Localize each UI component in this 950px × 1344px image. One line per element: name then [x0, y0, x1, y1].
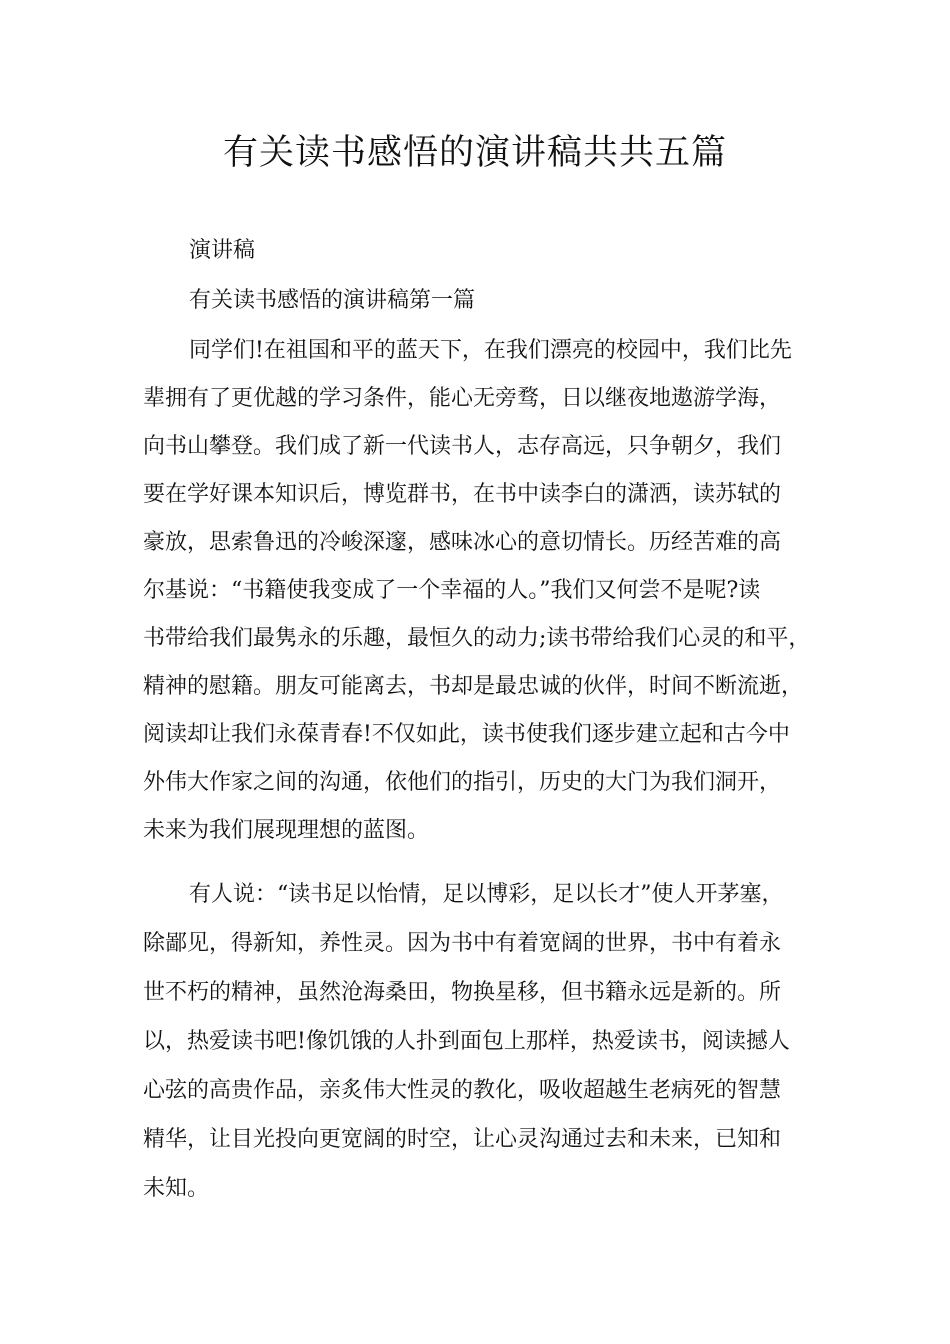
paragraph-2-line-1: 有人说：“读书足以怡情，足以博彩，足以长才”使人开茅塞，	[189, 882, 784, 907]
category-label: 演讲稿	[189, 238, 256, 263]
paragraph-2-line-4: 以，热爱读书吧!像饥饿的人扑到面包上那样，热爱读书，阅读撼人	[143, 1029, 790, 1054]
paragraph-1-line-7: 书带给我们最隽永的乐趣，最恒久的动力;读书带给我们心灵的和平，	[143, 626, 811, 651]
section-subtitle: 有关读书感悟的演讲稿第一篇	[189, 288, 476, 313]
paragraph-1-line-3: 向书山攀登。我们成了新一代读书人，志存高远，只争朝夕，我们	[143, 434, 782, 459]
paragraph-1-line-11: 未来为我们展现理想的蓝图。	[143, 818, 430, 843]
paragraph-2-line-5: 心弦的高贵作品，亲炙伟大性灵的教化，吸收超越生老病死的智慧	[143, 1078, 782, 1103]
paragraph-2-line-7: 未知。	[143, 1176, 210, 1201]
paragraph-1-line-10: 外伟大作家之间的沟通，依他们的指引，历史的大门为我们洞开，	[143, 770, 782, 795]
paragraph-1-line-4: 要在学好课本知识后，博览群书，在书中读李白的潇洒，读苏轼的	[143, 482, 782, 507]
paragraph-2-line-6: 精华，让目光投向更宽阔的时空，让心灵沟通过去和未来，已知和	[143, 1127, 782, 1152]
paragraph-1-line-8: 精神的慰籍。朋友可能离去，书却是最忠诚的伙伴，时间不断流逝，	[143, 674, 804, 699]
paragraph-1-line-1: 同学们!在祖国和平的蓝天下，在我们漂亮的校园中，我们比先	[189, 338, 792, 363]
paragraph-1-line-9: 阅读却让我们永葆青春!不仅如此，读书使我们逐步建立起和古今中	[143, 722, 790, 747]
paragraph-2-line-2: 除鄙见，得新知，养性灵。因为书中有着宽阔的世界，书中有着永	[143, 931, 782, 956]
paragraph-1-line-6: 尔基说：“书籍使我变成了一个幸福的人。”我们又何尝不是呢?读	[143, 578, 761, 603]
paragraph-2-line-3: 世不朽的精神，虽然沧海桑田，物换星移，但书籍永远是新的。所	[143, 980, 782, 1005]
paragraph-1-line-2: 辈拥有了更优越的学习条件，能心无旁骛，日以继夜地遨游学海，	[143, 386, 782, 411]
paragraph-1-line-5: 豪放，思索鲁迅的冷峻深邃，感味冰心的意切情长。历经苦难的高	[143, 530, 782, 555]
document-title: 有关读书感悟的演讲稿共共五篇	[222, 133, 727, 173]
